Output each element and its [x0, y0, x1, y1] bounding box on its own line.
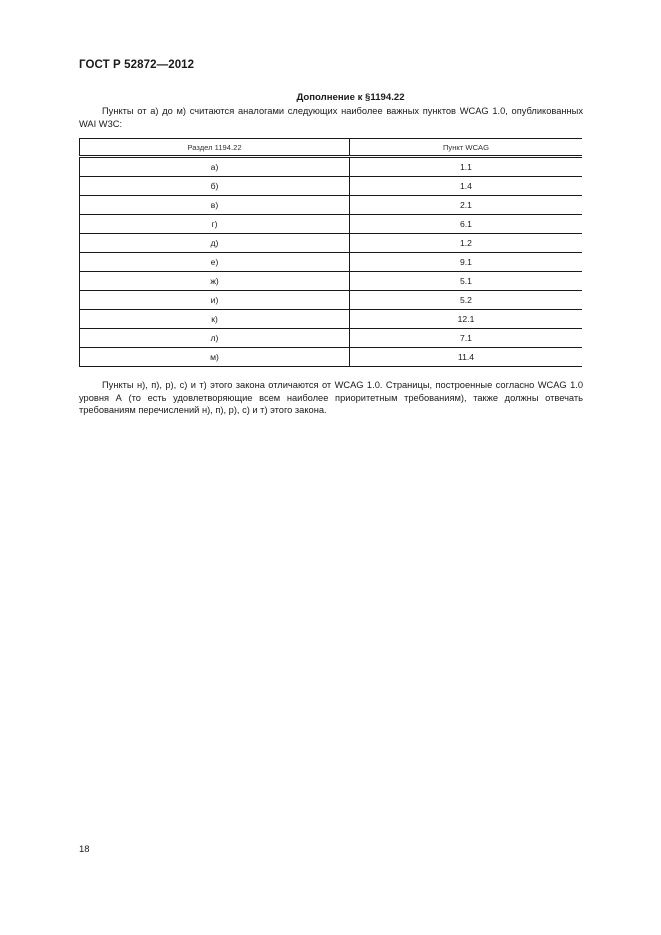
column-header-section: Раздел 1194.22: [80, 139, 350, 157]
cell-wcag: 9.1: [350, 253, 583, 272]
cell-section: м): [80, 348, 350, 367]
cell-wcag: 5.1: [350, 272, 583, 291]
intro-paragraph: Пункты от а) до м) считаются аналогами следующих наиболее важных пунктов WCAG 1.0, опубликованных WAI W3C:: [79, 106, 583, 129]
table-row: [80, 157, 583, 177]
table-row: [80, 272, 583, 291]
document-standard-id: ГОСТ Р 52872—2012: [79, 59, 195, 71]
table-row: [80, 196, 583, 215]
cell-wcag: 5.2: [350, 291, 583, 310]
cell-wcag: 1.2: [350, 234, 583, 253]
cell-section: л): [80, 329, 350, 348]
section-title: Дополнение к §1194.22: [296, 92, 405, 103]
table-row: [80, 253, 583, 272]
cell-section: г): [80, 215, 350, 234]
cell-section: а): [80, 157, 350, 177]
table-row: [80, 177, 583, 196]
cell-wcag: 1.4: [350, 177, 583, 196]
table-row: [80, 329, 583, 348]
table-row: [80, 348, 583, 367]
table-header-row: [80, 139, 583, 157]
page-number: 18: [79, 844, 90, 855]
outro-paragraph: Пункты н), п), р), с) и т) этого закона отличаются от WCAG 1.0. Страницы, построенные согласно WCAG 1.0 уровня А (то есть удовлетворяющие всем наиболее приоритетным требованиям), также должны отвечать требованиям перечислений н), п), р), с) и т) этого закона.: [79, 380, 583, 415]
cell-section: к): [80, 310, 350, 329]
cell-wcag: 6.1: [350, 215, 583, 234]
cell-wcag: 7.1: [350, 329, 583, 348]
table-row: [80, 215, 583, 234]
cell-section: в): [80, 196, 350, 215]
table-row: [80, 234, 583, 253]
cell-section: и): [80, 291, 350, 310]
cell-section: е): [80, 253, 350, 272]
cell-section: д): [80, 234, 350, 253]
correspondence-table: [79, 138, 582, 367]
cell-wcag: 12.1: [350, 310, 583, 329]
table-row: [80, 291, 583, 310]
table-row: [80, 310, 583, 329]
column-header-wcag: Пункт WCAG: [350, 139, 583, 157]
cell-section: б): [80, 177, 350, 196]
cell-wcag: 2.1: [350, 196, 583, 215]
cell-wcag: 1.1: [350, 157, 583, 177]
cell-wcag: 11.4: [350, 348, 583, 367]
cell-section: ж): [80, 272, 350, 291]
